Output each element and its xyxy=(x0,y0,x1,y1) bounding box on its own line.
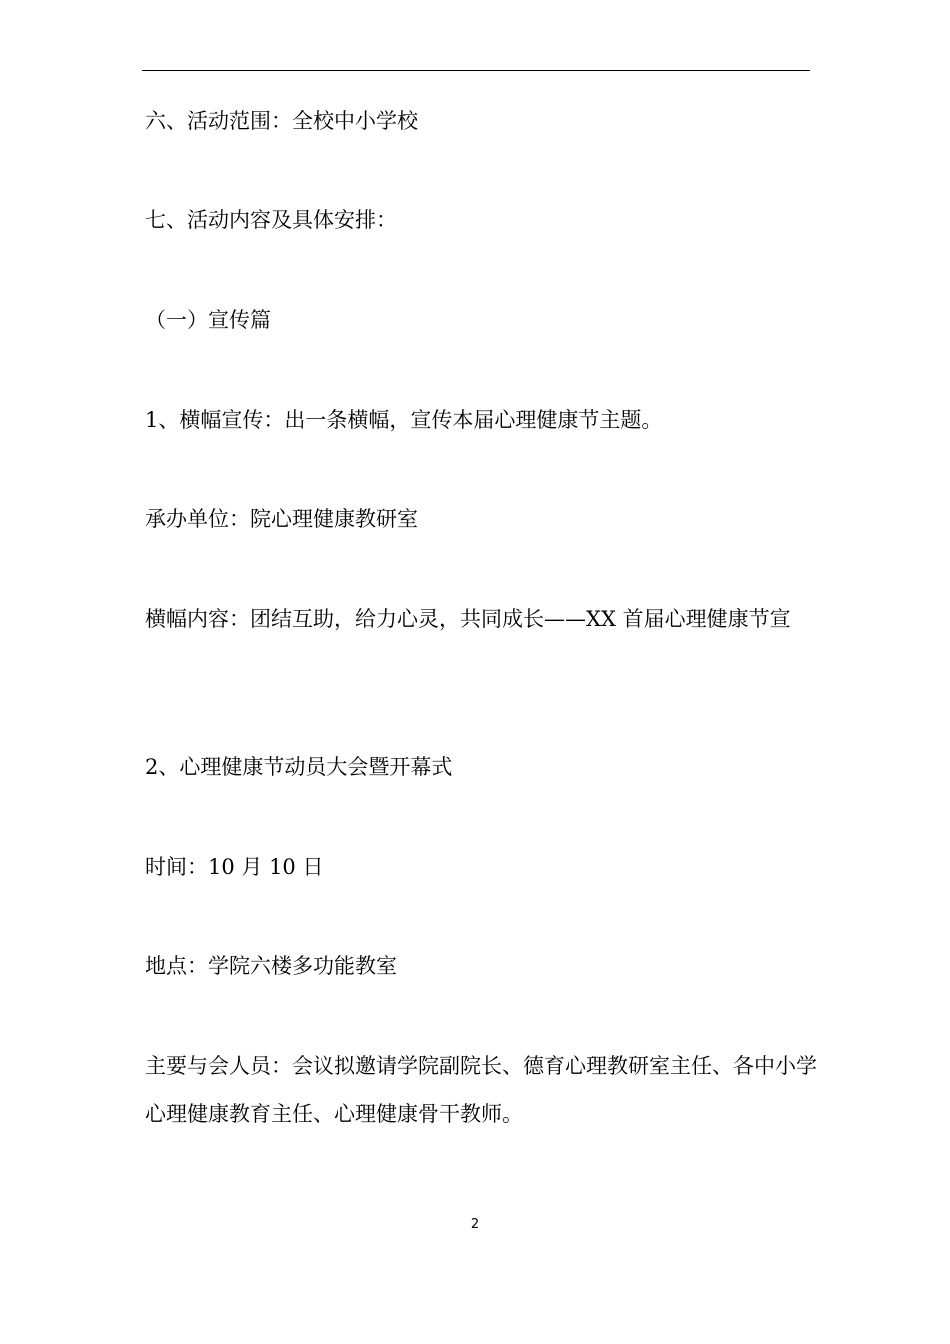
paragraph-time: 时间：10 月 10 日 xyxy=(145,855,324,879)
paragraph-banner-publicity: 1、横幅宣传：出一条横幅，宣传本届心理健康节主题。 xyxy=(145,408,663,432)
page-number: 2 xyxy=(470,1217,480,1232)
paragraph-organizer: 承办单位：院心理健康教研室 xyxy=(145,507,418,531)
header-rule xyxy=(142,70,810,71)
paragraph-attendees: 主要与会人员：会议拟邀请学院副院长、德育心理教研室主任、各中小学心理健康教育主任、心理健康骨干教师。 xyxy=(145,1054,817,1126)
paragraph-location: 地点：学院六楼多功能教室 xyxy=(145,954,397,978)
paragraph-banner-content: 横幅内容：团结互助，给力心灵，共同成长——XX 首届心理健康节宣 xyxy=(145,607,791,631)
paragraph-activity-content-heading: 七、活动内容及具体安排： xyxy=(145,208,397,232)
paragraph-opening-ceremony: 2、心理健康节动员大会暨开幕式 xyxy=(145,755,453,779)
paragraph-publicity-section: （一）宣传篇 xyxy=(145,308,271,332)
paragraph-activity-scope: 六、活动范围：全校中小学校 xyxy=(145,109,418,133)
